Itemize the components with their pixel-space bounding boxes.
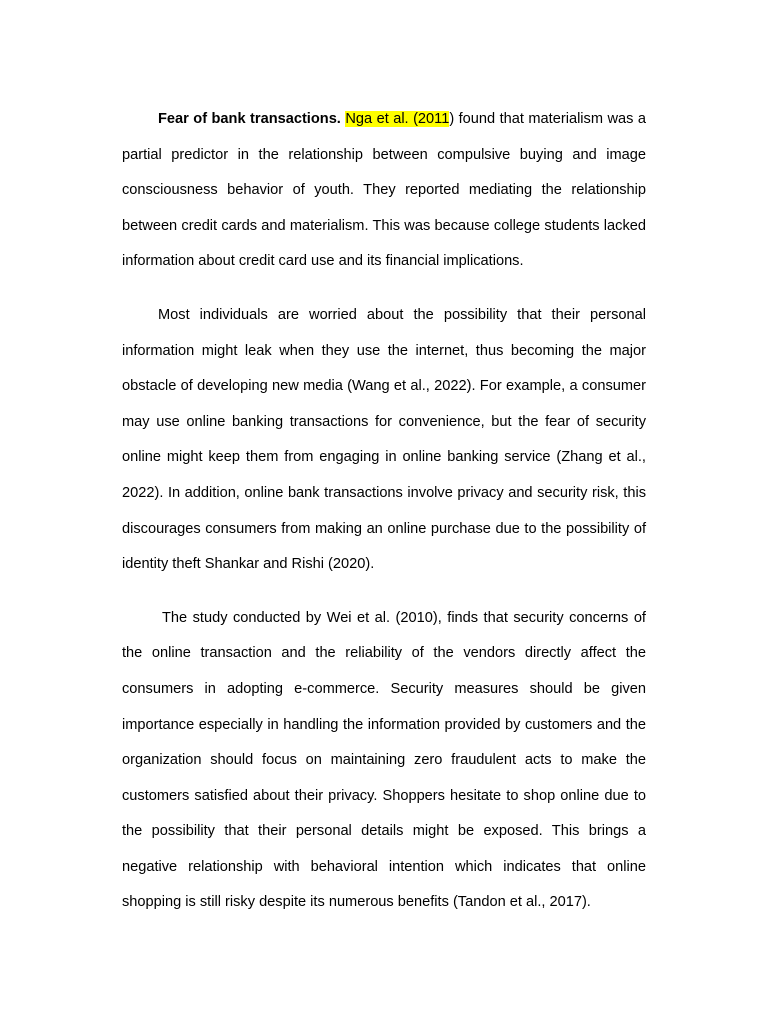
paragraph-2: Most individuals are worried about the possibility that their personal information might leak when they use the internet, thus becoming the major obstacle of developing new media (Wang et al., 2022). For example, a consumer may use online banking transactions for convenience, but the fear of security online might keep them from engaging in online banking service (Zhang et al., 2022). In addition, online bank transactions involve privacy and security risk, this discourages consumers from making an online purchase due to the possibility of identity theft Shankar and Rishi (2020). — [122, 306, 646, 573]
paragraph-3: The study conducted by Wei et al. (2010), finds that security concerns of the online transaction and the reliability of the vendors directly affect the consumers in adopting e-commerce. Security measures should be given importance especially in handling the information provided by customers and the organization should focus on maintaining zero fraudulent acts to make the customers satisfied about their privacy. Shoppers hesitate to shop online due to the possibility that their personal details might be exposed. This brings a negative relationship with behavioral intention which indicates that online shopping is still risky despite its numerous benefits (Tandon et al., 2017). — [122, 609, 646, 911]
highlighted-citation: Nga et al. (2011 — [345, 111, 450, 127]
paragraph-1-text: ) found that materialism was a partial predictor in the relationship between compulsive buying and image consciousness behavior of youth. They reported mediating the relationship between credit cards and materialism. This was because college students lacked information about credit card use and its financial implications. — [122, 111, 646, 270]
paragraph-1 — [122, 102, 646, 280]
section-heading: Fear of bank transactions. — [158, 111, 341, 127]
document-body — [122, 102, 646, 921]
